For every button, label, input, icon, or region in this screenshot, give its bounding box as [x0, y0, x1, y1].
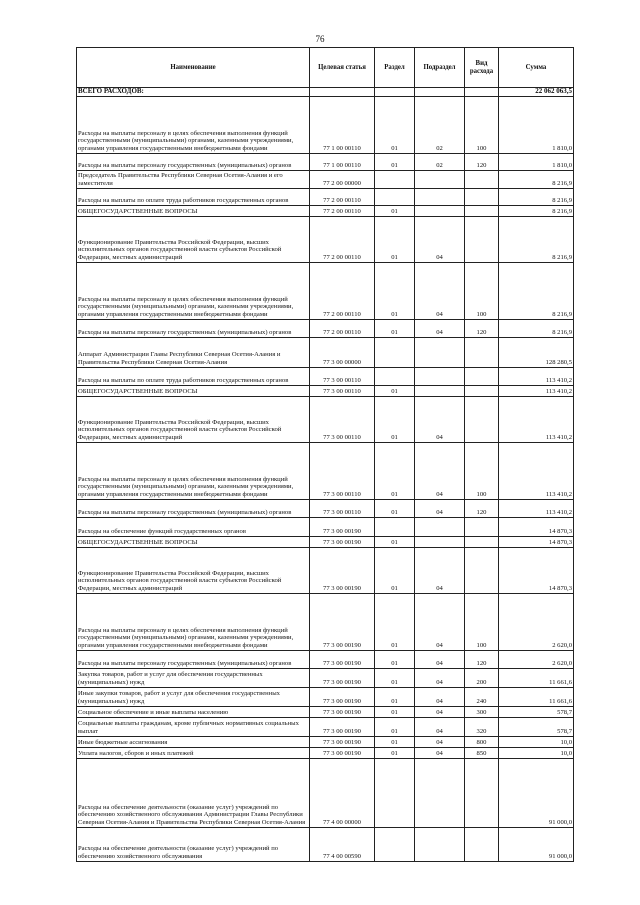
page-number: 76: [315, 34, 325, 44]
cell-code: 77 1 00 00110: [310, 153, 375, 170]
cell-name: Расходы на выплаты персоналу государственных (муниципальных) органов: [77, 319, 310, 337]
cell-name: Социальное обеспечение и иные выплаты населению: [77, 706, 310, 717]
cell-section: [375, 170, 415, 188]
cell-subsection: 02: [415, 96, 465, 153]
cell-section: 01: [375, 687, 415, 706]
cell-type: 240: [465, 687, 499, 706]
cell-sum: 8 216,9: [499, 170, 574, 188]
table-row: [77, 153, 574, 170]
cell-section: 01: [375, 736, 415, 747]
cell-subsection: [415, 758, 465, 827]
cell-code: 77 3 00 00110: [310, 367, 375, 385]
header-type: Вид расхода: [465, 48, 499, 88]
cell-name: Расходы на выплаты по оплате труда работников государственных органов: [77, 367, 310, 385]
cell-subsection: [415, 188, 465, 205]
cell-section: [375, 827, 415, 861]
cell-subsection: [415, 170, 465, 188]
cell-section: 01: [375, 547, 415, 593]
cell-section: 01: [375, 593, 415, 650]
cell-code: 77 2 00 00000: [310, 170, 375, 188]
cell-sum: 91 000,0: [499, 827, 574, 861]
cell-name: Функционирование Правительства Российской Федерации, высших исполнительных органов государственной власти субъектов Российской Федерации, местных администраций: [77, 396, 310, 442]
cell-subsection: 04: [415, 396, 465, 442]
cell-code: 77 2 00 00110: [310, 319, 375, 337]
cell-name: Председатель Правительства Республики Северная Осетия-Алания и его заместители: [77, 170, 310, 188]
cell-section: [375, 188, 415, 205]
cell-subsection: 04: [415, 442, 465, 499]
table-row: [77, 385, 574, 396]
cell-section: 01: [375, 536, 415, 547]
cell-type: 300: [465, 706, 499, 717]
cell-type: 100: [465, 96, 499, 153]
table-row: [77, 442, 574, 499]
table-row: [77, 706, 574, 717]
cell-sum: 8 216,9: [499, 205, 574, 216]
cell-code: 77 3 00 00190: [310, 536, 375, 547]
table-row: [77, 96, 574, 153]
cell-type: 800: [465, 736, 499, 747]
cell-type: [465, 827, 499, 861]
cell-section: 01: [375, 319, 415, 337]
cell-code: 77 2 00 00110: [310, 216, 375, 262]
cell-section: 01: [375, 442, 415, 499]
table-row: [77, 216, 574, 262]
cell-code: 77 3 00 00110: [310, 442, 375, 499]
cell-section: 01: [375, 385, 415, 396]
table-row: [77, 668, 574, 687]
cell-section: 01: [375, 650, 415, 668]
cell-section: 01: [375, 668, 415, 687]
cell-type: 100: [465, 262, 499, 319]
cell-type: [465, 205, 499, 216]
cell-sum: 2 620,0: [499, 593, 574, 650]
cell-subsection: 04: [415, 668, 465, 687]
cell-code: 77 3 00 00190: [310, 593, 375, 650]
cell-sum: 10,0: [499, 747, 574, 758]
cell-type: [465, 170, 499, 188]
cell-sum: 128 280,5: [499, 337, 574, 367]
cell-section: 01: [375, 96, 415, 153]
cell-type: 100: [465, 593, 499, 650]
cell-sum: 1 810,0: [499, 96, 574, 153]
cell-section: 01: [375, 396, 415, 442]
cell-type: [465, 758, 499, 827]
cell-sum: 8 216,9: [499, 216, 574, 262]
cell-name: Функционирование Правительства Российской Федерации, высших исполнительных органов государственной власти субъектов Российской Федерации, местных администраций: [77, 547, 310, 593]
cell-sum: 11 661,6: [499, 687, 574, 706]
cell-code: 77 3 00 00110: [310, 499, 375, 517]
cell-subsection: 04: [415, 499, 465, 517]
cell-subsection: 04: [415, 706, 465, 717]
cell-name: Расходы на выплаты персоналу в целях обеспечения выполнения функций государственными (муниципальными) органами, казенными учреждениями, органами управления государственными внебюджетными фондами: [77, 442, 310, 499]
table-row: [77, 517, 574, 536]
cell-subsection: [415, 88, 465, 97]
cell-sum: 578,7: [499, 717, 574, 736]
cell-section: [375, 367, 415, 385]
cell-subsection: 04: [415, 747, 465, 758]
cell-type: [465, 547, 499, 593]
cell-sum: 14 870,3: [499, 547, 574, 593]
cell-name: ОБЩЕГОСУДАРСТВЕННЫЕ ВОПРОСЫ: [77, 205, 310, 216]
cell-type: 120: [465, 153, 499, 170]
cell-name: Иные закупки товаров, работ и услуг для обеспечения государственных (муниципальных) нужд: [77, 687, 310, 706]
cell-type: 850: [465, 747, 499, 758]
cell-name: Расходы на обеспечение функций государственных органов: [77, 517, 310, 536]
cell-sum: 10,0: [499, 736, 574, 747]
cell-type: [465, 88, 499, 97]
cell-sum: 22 062 063,5: [499, 88, 574, 97]
cell-code: 77 4 00 00000: [310, 758, 375, 827]
cell-name: Расходы на обеспечение деятельности (оказание услуг) учреждений по обеспечению хозяйственного обслуживания: [77, 827, 310, 861]
cell-code: 77 3 00 00000: [310, 337, 375, 367]
table-row: [77, 396, 574, 442]
cell-subsection: 04: [415, 717, 465, 736]
cell-subsection: [415, 827, 465, 861]
cell-section: 01: [375, 153, 415, 170]
cell-subsection: 04: [415, 547, 465, 593]
cell-code: 77 3 00 00190: [310, 668, 375, 687]
cell-code: 77 2 00 00110: [310, 262, 375, 319]
table-row: [77, 687, 574, 706]
table-row: [77, 170, 574, 188]
cell-subsection: 04: [415, 650, 465, 668]
cell-type: [465, 536, 499, 547]
cell-subsection: [415, 205, 465, 216]
table-row: [77, 337, 574, 367]
cell-sum: 2 620,0: [499, 650, 574, 668]
cell-code: 77 3 00 00110: [310, 385, 375, 396]
table-row: [77, 367, 574, 385]
table-row: [77, 747, 574, 758]
table-row: [77, 536, 574, 547]
cell-subsection: 04: [415, 262, 465, 319]
header-subsection: Подраздел: [415, 48, 465, 88]
cell-code: 77 2 00 00110: [310, 188, 375, 205]
cell-section: [375, 337, 415, 367]
cell-name: ОБЩЕГОСУДАРСТВЕННЫЕ ВОПРОСЫ: [77, 385, 310, 396]
cell-code: 77 4 00 00590: [310, 827, 375, 861]
cell-name: ВСЕГО РАСХОДОВ:: [77, 88, 310, 97]
table-row: [77, 205, 574, 216]
table-row: [77, 827, 574, 861]
cell-code: 77 3 00 00110: [310, 396, 375, 442]
cell-name: Расходы на выплаты персоналу в целях обеспечения выполнения функций государственными (муниципальными) органами, казенными учреждениями, органами управления государственными внебюджетными фондами: [77, 262, 310, 319]
cell-type: 120: [465, 499, 499, 517]
cell-sum: 11 661,6: [499, 668, 574, 687]
cell-sum: 113 410,2: [499, 385, 574, 396]
cell-type: 100: [465, 442, 499, 499]
cell-name: Функционирование Правительства Российской Федерации, высших исполнительных органов государственной власти субъектов Российской Федерации, местных администраций: [77, 216, 310, 262]
cell-type: [465, 216, 499, 262]
table-row: [77, 717, 574, 736]
cell-name: Расходы на выплаты персоналу государственных (муниципальных) органов: [77, 153, 310, 170]
cell-name: ОБЩЕГОСУДАРСТВЕННЫЕ ВОПРОСЫ: [77, 536, 310, 547]
cell-subsection: [415, 367, 465, 385]
cell-sum: 8 216,9: [499, 188, 574, 205]
table-header-row: [77, 48, 574, 88]
table-row: [77, 262, 574, 319]
cell-subsection: 04: [415, 687, 465, 706]
table-row: [77, 736, 574, 747]
cell-name: Аппарат Администрации Главы Республики Северная Осетия-Алания и Правительства Республики Северная Осетия-Алания: [77, 337, 310, 367]
header-code: Целевая статья: [310, 48, 375, 88]
cell-type: 200: [465, 668, 499, 687]
table-row: [77, 499, 574, 517]
cell-code: 77 3 00 00190: [310, 517, 375, 536]
cell-sum: 113 410,2: [499, 396, 574, 442]
cell-sum: 8 216,9: [499, 262, 574, 319]
cell-type: [465, 188, 499, 205]
cell-sum: 578,7: [499, 706, 574, 717]
cell-sum: 14 870,3: [499, 517, 574, 536]
cell-name: Расходы на выплаты персоналу в целях обеспечения выполнения функций государственными (муниципальными) органами, казенными учреждениями, органами управления государственными внебюджетными фондами: [77, 593, 310, 650]
cell-name: Расходы на обеспечение деятельности (оказание услуг) учреждений по обеспечению хозяйственного обслуживания Администрации Главы Республики Северная Осетия-Алания и Правительства Республики Северная Осетия-Алания: [77, 758, 310, 827]
cell-section: 01: [375, 262, 415, 319]
cell-code: 77 3 00 00190: [310, 747, 375, 758]
cell-sum: 1 810,0: [499, 153, 574, 170]
cell-sum: 91 000,0: [499, 758, 574, 827]
cell-section: 01: [375, 499, 415, 517]
cell-section: 01: [375, 717, 415, 736]
cell-code: 77 3 00 00190: [310, 547, 375, 593]
cell-subsection: 04: [415, 593, 465, 650]
cell-section: 01: [375, 205, 415, 216]
cell-subsection: 04: [415, 319, 465, 337]
cell-subsection: [415, 536, 465, 547]
cell-section: [375, 517, 415, 536]
cell-subsection: [415, 385, 465, 396]
cell-section: [375, 758, 415, 827]
cell-section: 01: [375, 706, 415, 717]
table-row: [77, 593, 574, 650]
total-row: [77, 88, 574, 97]
cell-section: [375, 88, 415, 97]
cell-section: 01: [375, 747, 415, 758]
cell-sum: 113 410,2: [499, 367, 574, 385]
cell-section: 01: [375, 216, 415, 262]
cell-name: Закупка товаров, работ и услуг для обеспечения государственных (муниципальных) нужд: [77, 668, 310, 687]
cell-type: [465, 385, 499, 396]
cell-name: Расходы на выплаты персоналу государственных (муниципальных) органов: [77, 499, 310, 517]
cell-code: 77 3 00 00190: [310, 706, 375, 717]
cell-code: 77 2 00 00110: [310, 205, 375, 216]
header-section: Раздел: [375, 48, 415, 88]
cell-subsection: 02: [415, 153, 465, 170]
cell-code: 77 3 00 00190: [310, 736, 375, 747]
cell-type: 320: [465, 717, 499, 736]
cell-sum: 8 216,9: [499, 319, 574, 337]
table-row: [77, 319, 574, 337]
cell-type: [465, 367, 499, 385]
cell-type: [465, 517, 499, 536]
table-row: [77, 758, 574, 827]
cell-code: [310, 88, 375, 97]
cell-sum: 113 410,2: [499, 442, 574, 499]
cell-code: 77 3 00 00190: [310, 717, 375, 736]
cell-subsection: 04: [415, 216, 465, 262]
cell-name: Социальные выплаты гражданам, кроме публичных нормативных социальных выплат: [77, 717, 310, 736]
cell-type: [465, 337, 499, 367]
table-row: [77, 188, 574, 205]
cell-subsection: [415, 337, 465, 367]
cell-name: Расходы на выплаты персоналу государственных (муниципальных) органов: [77, 650, 310, 668]
cell-type: [465, 396, 499, 442]
cell-type: 120: [465, 319, 499, 337]
cell-name: Уплата налогов, сборов и иных платежей: [77, 747, 310, 758]
cell-name: Расходы на выплаты персоналу в целях обеспечения выполнения функций государственными (муниципальными) органами, казенными учреждениями, органами управления государственными внебюджетными фондами: [77, 96, 310, 153]
cell-sum: 113 410,2: [499, 499, 574, 517]
expenditure-table: [76, 47, 574, 862]
cell-subsection: [415, 517, 465, 536]
cell-name: Расходы на выплаты по оплате труда работников государственных органов: [77, 188, 310, 205]
table-row: [77, 650, 574, 668]
table-row: [77, 547, 574, 593]
cell-type: 120: [465, 650, 499, 668]
cell-name: Иные бюджетные ассигнования: [77, 736, 310, 747]
cell-subsection: 04: [415, 736, 465, 747]
cell-code: 77 3 00 00190: [310, 687, 375, 706]
header-sum: Сумма: [499, 48, 574, 88]
cell-code: 77 1 00 00110: [310, 96, 375, 153]
header-name: Наименование: [77, 48, 310, 88]
cell-sum: 14 870,3: [499, 536, 574, 547]
cell-code: 77 3 00 00190: [310, 650, 375, 668]
